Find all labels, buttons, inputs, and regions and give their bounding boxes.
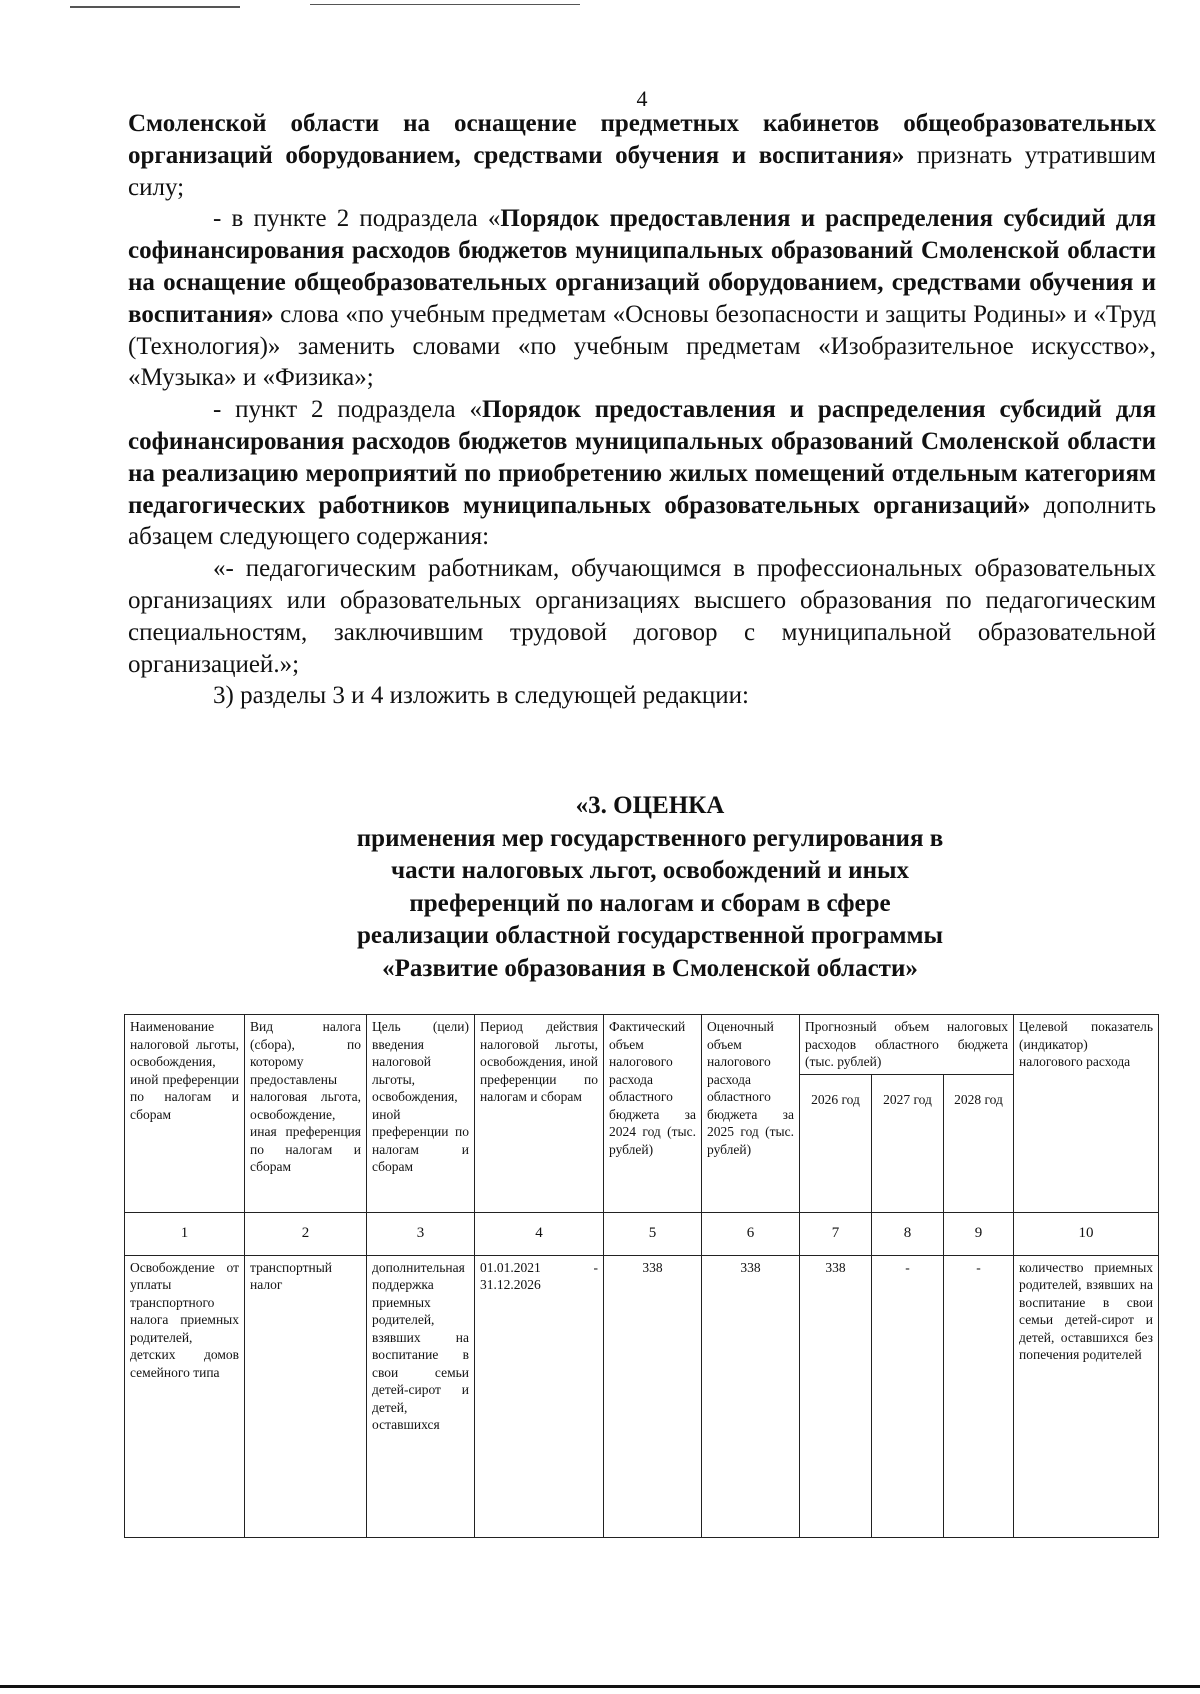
- column-number: 6: [702, 1212, 800, 1255]
- page-bottom-edge: [0, 1685, 1200, 1688]
- scan-artifact-line: [70, 6, 240, 8]
- paragraph-3: [128, 394, 1156, 553]
- column-number: 9: [944, 1212, 1014, 1255]
- cell-target-indicator: количество приемных родителей, взявших на воспитание в свои семьи детей-сирот и детей, оставшихся без попечения родителей: [1014, 1255, 1159, 1537]
- header-actual-2024: Фактический объем налогового расхода областного бюджета за 2024 год (тыс. рублей): [604, 1015, 702, 1213]
- column-number: 1: [125, 1212, 245, 1255]
- section-title-line: реализации областной государственной программы: [356, 922, 944, 949]
- scan-artifact-line: [310, 4, 580, 5]
- column-number: 7: [800, 1212, 872, 1255]
- paragraph-4: «- педагогическим работникам, обучающимся в профессиональных образовательных организациях или образовательных организациях высшего образования по педагогическим специальностям, заключившим трудовой договор с муниципальной образовательной организацией.»;: [128, 555, 1156, 678]
- paragraph-5: 3) разделы 3 и 4 изложить в следующей редакции:: [213, 682, 749, 710]
- column-number: 8: [872, 1212, 944, 1255]
- paragraph-1-bold: Смоленской области на оснащение предметных кабинетов общеобразовательных организаций оборудованием, средствами обучения и воспитания»: [128, 110, 1156, 169]
- section-title-line: применения мер государственного регулирования в: [356, 824, 944, 852]
- paragraph-2-tail: слова «по учебным предметам «Основы безопасности и защиты Родины» и «Труд (Технология)» заменить словами «по учебным предметам «Изобразительное искусство», «Музыка» и «Физика»;: [128, 300, 1156, 392]
- cell-tax-type: транспортный налог: [245, 1255, 367, 1537]
- paragraph-2-bold: Порядок предоставления и распределения субсидий для софинансирования расходов бюджетов муниципальных образований Смоленской области на оснащение общеобразовательных организаций оборудованием, средствами обучения и воспитания»: [128, 205, 1156, 328]
- section-title-line: «Развитие образования в Смоленской области»: [382, 954, 918, 982]
- header-tax-type: Вид налога (сбора), по которому предоставлены налоговая льгота, освобождение, иная преференция по налогам и сборам: [245, 1015, 367, 1213]
- cell-forecast-2027: -: [872, 1255, 944, 1537]
- header-year-2028: 2028 год: [944, 1074, 1014, 1212]
- paragraph-3-tail: дополнить абзацем следующего содержания:: [128, 491, 1156, 551]
- page-number: 4: [636, 86, 648, 111]
- cell-purpose: дополнительная поддержка приемных родителей, взявших на воспитание в свои семьи детей-сирот и детей, оставшихся: [367, 1255, 475, 1537]
- document-body: [128, 108, 1156, 712]
- tax-expenditure-table: [124, 1014, 1159, 1538]
- section-title: [240, 790, 1060, 985]
- cell-benefit-name: Освобождение от уплаты транспортного налога приемных родителей, детских домов семейного типа: [125, 1255, 245, 1537]
- column-number: 4: [475, 1212, 604, 1255]
- paragraph-3-bold: Порядок предоставления и распределения субсидий для софинансирования расходов бюджетов муниципальных образований Смоленской области на реализацию мероприятий по приобретению жилых помещений отдельным категориям педагогических работников муниципальных образовательных организаций»: [128, 396, 1156, 519]
- section-title-line: части налоговых льгот, освобождений и иных: [391, 857, 909, 884]
- header-forecast: Прогнозный объем налоговых расходов областного бюджета (тыс. рублей): [800, 1015, 1014, 1075]
- cell-period: 01.01.2021 - 31.12.2026: [475, 1255, 604, 1537]
- header-target-indicator: Целевой показатель (индикатор) налогового расхода: [1014, 1015, 1159, 1213]
- table-row: [125, 1255, 1159, 1537]
- header-year-2026: 2026 год: [800, 1074, 872, 1212]
- section-title-line: преференций по налогам и сборам в сфере: [409, 889, 891, 917]
- column-number: 3: [367, 1212, 475, 1255]
- column-number: 10: [1014, 1212, 1159, 1255]
- header-year-2027: 2027 год: [872, 1074, 944, 1212]
- header-estimated-2025: Оценочный объем налогового расхода областного бюджета за 2025 год (тыс. рублей): [702, 1015, 800, 1213]
- header-period: Период действия налоговой льготы, освобождения, иной преференции по налогам и сборам: [475, 1015, 604, 1213]
- table-header-row: [125, 1015, 1159, 1075]
- header-purpose: Цель (цели) введения налоговой льготы, освобождения, иной преференции по налогам и сборам: [367, 1015, 475, 1213]
- cell-forecast-2028: -: [944, 1255, 1014, 1537]
- header-tax-benefit-name: Наименование налоговой льготы, освобождения, иной преференции по налогам и сборам: [125, 1015, 245, 1213]
- paragraph-2-lead: - в пункте 2 подраздела «: [213, 205, 501, 233]
- paragraph-3-lead: - пункт 2 подраздела «: [213, 396, 483, 424]
- section-title-line: «3. ОЦЕНКА: [575, 792, 725, 819]
- column-number: 5: [604, 1212, 702, 1255]
- column-number: 2: [245, 1212, 367, 1255]
- cell-actual-2024: 338: [604, 1255, 702, 1537]
- cell-estimated-2025: 338: [702, 1255, 800, 1537]
- paragraph-1-tail: признать утратившим силу;: [128, 141, 1157, 201]
- paragraph-2: [128, 203, 1156, 394]
- cell-forecast-2026: 338: [800, 1255, 872, 1537]
- paragraph-1: [128, 108, 1156, 203]
- column-number-row: [125, 1212, 1159, 1255]
